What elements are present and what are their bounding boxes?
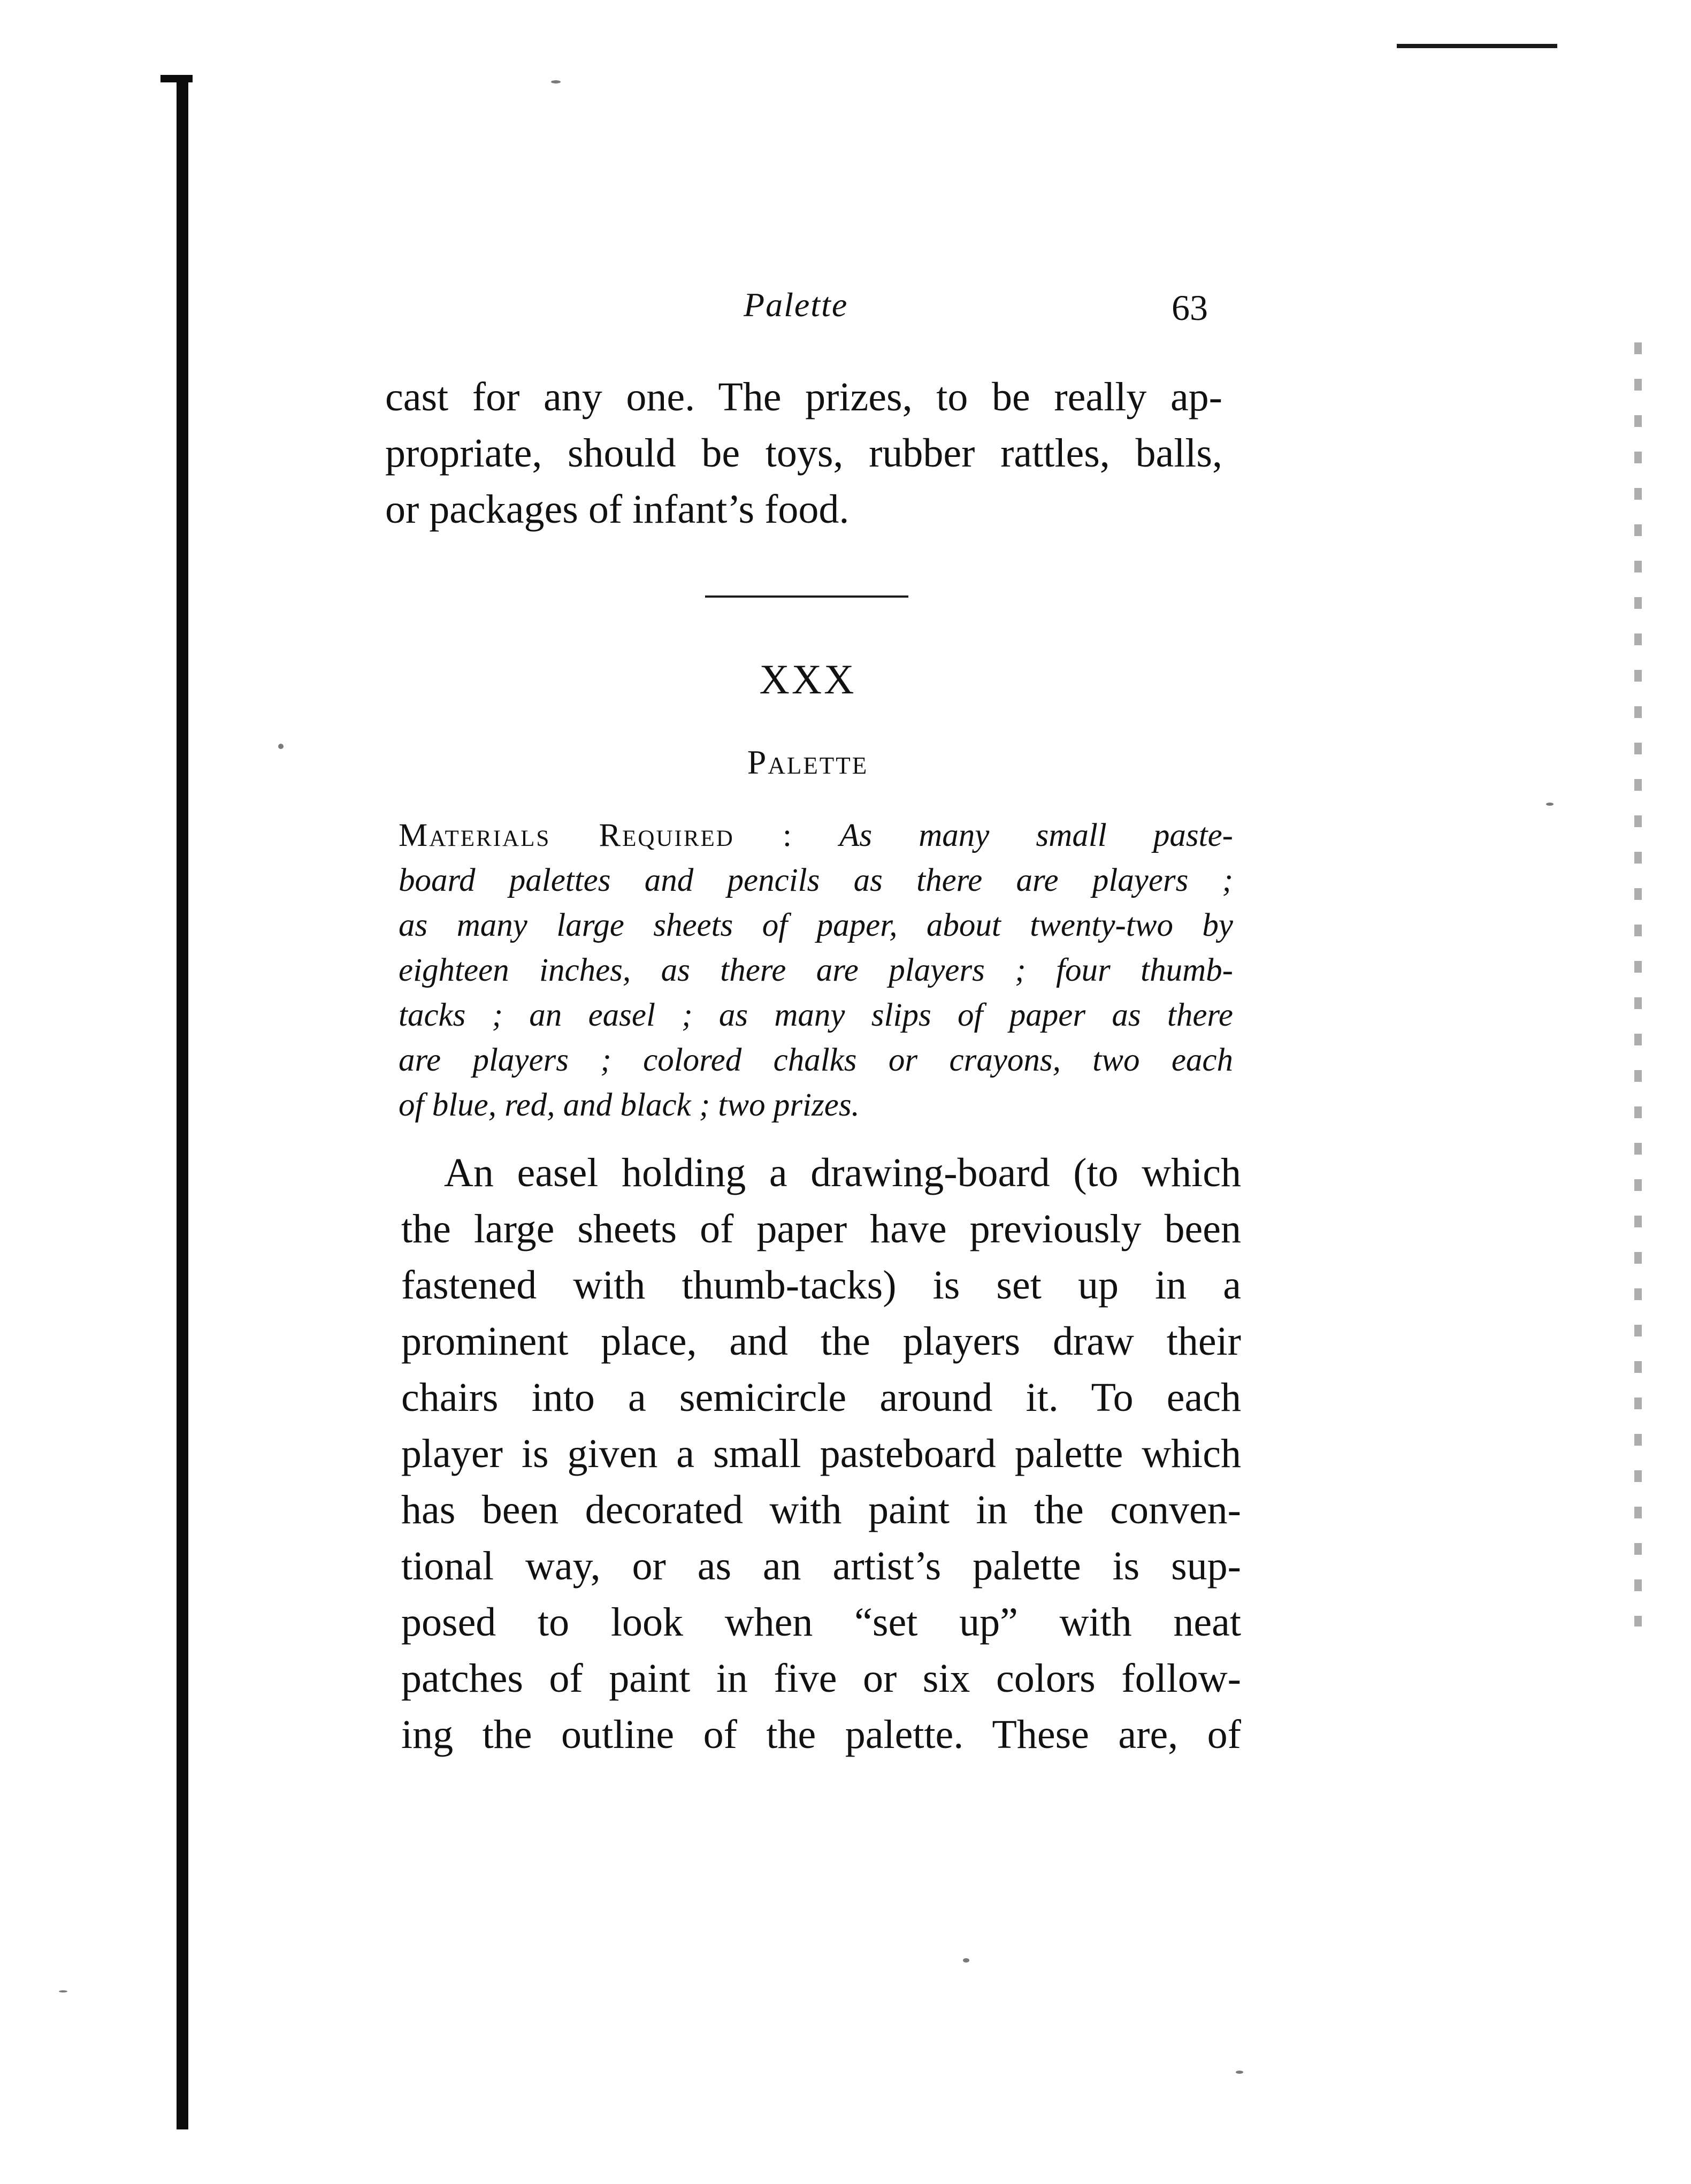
materials-text: As many small paste- [839,818,1233,853]
section-divider-rule [705,595,908,598]
text-line: has been decorated with paint in the conven- [401,1487,1241,1532]
materials-line: eighteen inches, as there are players ; four thumb- [399,952,1233,988]
body-paragraph [401,1145,1241,1763]
text-line: propriate, should be toys, rubber rattles, balls, [385,431,1222,476]
text-line: the large sheets of paper have previously been [401,1206,1241,1251]
section-title: Palette [747,743,869,781]
right-page-edge-marks [1634,342,1642,1626]
scan-speck [59,1990,67,1992]
running-title: Palette [744,286,848,324]
scan-speck [551,80,561,83]
scan-speck [963,1958,969,1962]
text-line: cast for any one. The prizes, to be really ap- [385,375,1222,419]
continuation-paragraph [385,369,1222,538]
text-line: player is given a small pasteboard palette which [401,1431,1241,1476]
text-line: prominent place, and the players draw their [401,1319,1241,1364]
running-header [706,278,1241,337]
binding-corner-mark [160,75,193,82]
page-number: 63 [1172,287,1208,328]
materials-line: are players ; colored chalks or crayons, two each [399,1042,1233,1078]
text-line: ing the outline of the palette. These are, of [401,1712,1241,1757]
text-line: posed to look when “set up” with neat [401,1600,1241,1645]
text-line: fastened with thumb-tacks) is set up in a [401,1263,1241,1308]
scan-speck [1546,803,1554,806]
section-number: XXX [759,656,856,702]
materials-line: of blue, red, and black ; two prizes. [399,1087,860,1123]
materials-line [399,813,1233,858]
materials-required [399,813,1233,1128]
text-line: tional way, or as an artist’s palette is sup- [401,1544,1241,1589]
materials-line: as many large sheets of paper, about twenty-two by [399,907,1233,943]
page-binding-edge [177,75,188,2129]
top-edge-mark [1397,44,1557,48]
scan-speck [1236,2071,1243,2074]
scan-speck [278,744,284,749]
text-line: or packages of infant’s food. [385,487,850,532]
text-line: chairs into a semicircle around it. To each [401,1375,1241,1420]
text-line: patches of paint in five or six colors follow- [401,1656,1241,1701]
materials-line: tacks ; an easel ; as many slips of paper as there [399,997,1233,1033]
materials-label: Materials Required : [399,818,793,853]
materials-line: board palettes and pencils as there are players ; [399,862,1233,898]
text-line: An easel holding a drawing-board (to which [444,1150,1241,1195]
